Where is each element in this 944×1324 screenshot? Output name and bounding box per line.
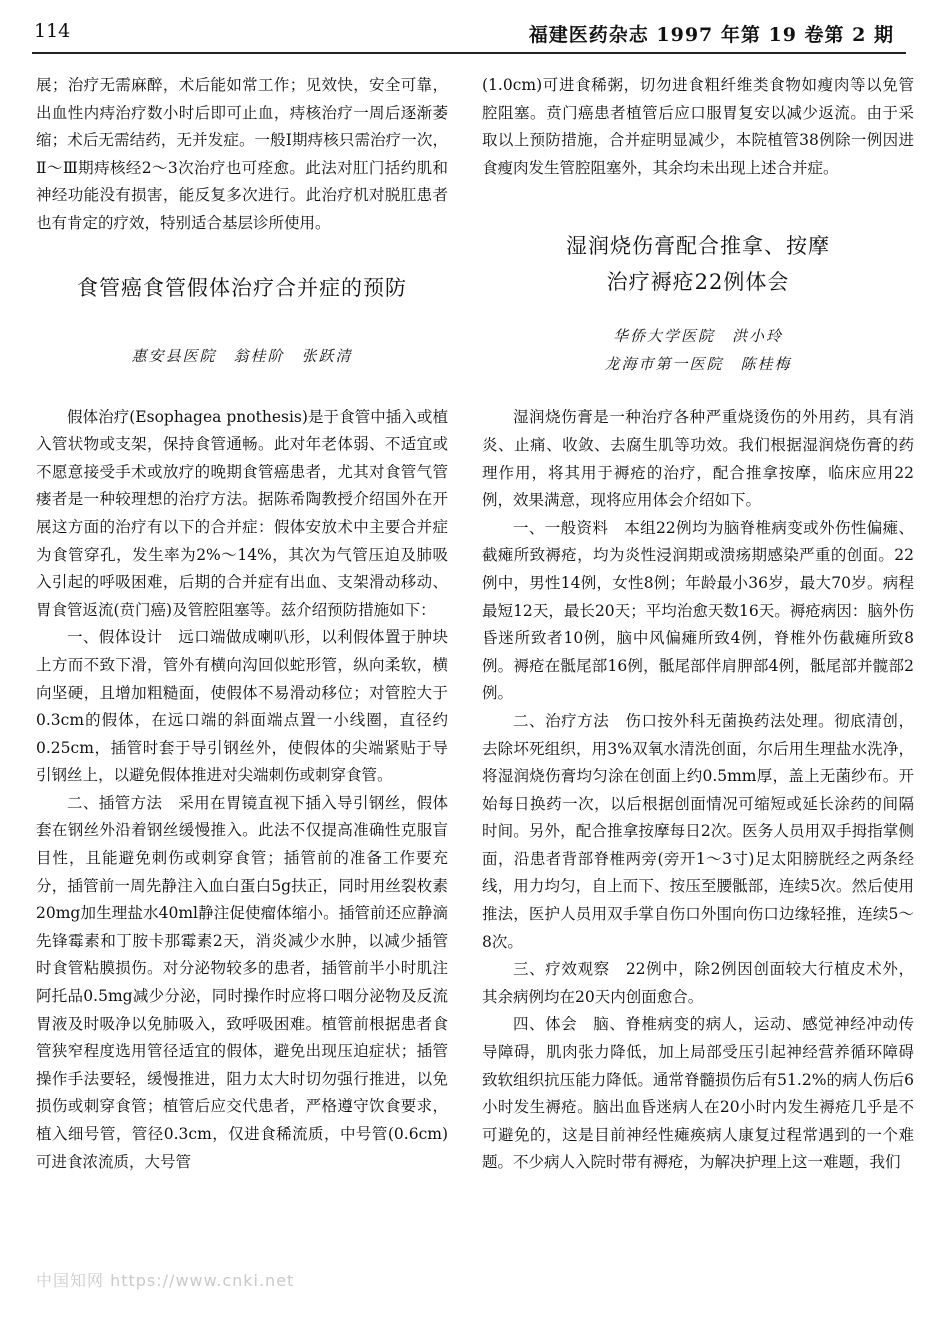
journal-info: 福建医药杂志 1997 年第 19 卷第 2 期 (528, 24, 894, 46)
body-paragraph: 假体治疗(Esophagea pnothesis)是于食管中插入或植入管状物或支架，保持食管通畅。此对年老体弱、不适宜或不愿意接受手术或放疗的晚期食管癌患者，尤其对食管气管瘘者是一种较理想的治疗方法。据陈希陶教授介绍国外在开展这方面的治疗有以下的合并症：假体安放术中主要合并症为食管穿孔，发生率为2%～14%，其次为气管压迫及肺吸入引起的呼吸困难，后期的合并症有出血、支架滑动移动、胃食管返流(贲门癌)及管腔阻塞等。兹介绍预防措施如下： (36, 407, 448, 619)
article-authors (482, 322, 914, 378)
article-title-line: 湿润烧伤膏配合推拿、按摩 (566, 234, 830, 259)
left-column (36, 72, 448, 1176)
page-header (0, 0, 944, 60)
page-number: 114 (34, 20, 71, 42)
right-column (482, 72, 914, 1177)
body-paragraph: 二、治疗方法 伤口按外科无菌换药法处理。彻底清创，去除坏死组织，用3%双氧水清洗创面，尔后用生理盐水洗净，将湿润烧伤膏均匀涂在创面上约0.5mm厚，盖上无菌纱布。开始每日换药一次，以后根据创面情况可缩短或延长涂药的间隔时间。另外，配合推拿按摩每日2次。医务人员用双手拇指掌侧面，沿患者背部脊椎两旁(旁开1～3寸)足太阳膀胱经之两条经线，用力均匀，自上而下、按压至腰骶部，连续5次。然后使用推法，医护人员用双手掌自伤口外围向伤口边缘轻推，连续5～8次。 (482, 711, 914, 951)
article-title-line: 治疗褥疮22例体会 (606, 270, 790, 295)
body-paragraph: 四、体会 脑、脊椎病变的病人，运动、感觉神经冲动传导障碍，肌肉张力降低，加上局部受压引起神经营养循环障碍致软组织抗压能力降低。通常脊髓损伤后有51.2%的病人伤后6小时发生褥疮。脑出血昏迷病人在20小时内发生褥疮几乎是不可避免的，这是目前神经性瘫痪病人康复过程常遇到的一个难题。不少病人入院时带有褥疮，为解决护理上这一难题，我们 (482, 1015, 914, 1172)
article-title: 食管癌食管假体治疗合并症的预防 (77, 275, 407, 300)
article-authors: 惠安县医院 翁桂阶 张跃清 (131, 346, 353, 365)
article-title (482, 228, 914, 300)
body-paragraph: 一、假体设计 远口端做成喇叭形，以利假体置于肿块上方而不致下滑，管外有横向沟回似蛇形管，纵向柔软，横向坚硬，且增加粗糙面，使假体不易滑动移位；对管腔大于0.3cm的假体，在远口端的斜面端点置一小线圈，直径约0.25cm，插管时套于导引钢丝外，使假体的尖端紧贴于导引钢丝上，以避免假体推进对尖端刺伤或刺穿食管。 (36, 628, 448, 785)
continued-paragraph: 展；治疗无需麻醉，术后能如常工作；见效快，安全可靠，出血性内痔治疗数小时后即可止血，痔核治疗一周后逐渐萎缩；术后无需结药，无并发症。一般Ⅰ期痔核只需治疗一次，Ⅱ～Ⅲ期痔核经2～3次治疗也可痊愈。此法对肛门括约肌和神经功能没有损害，能反复多次进行。此治疗机对脱肛患者也有肯定的疗效，特别适合基层诊所使用。 (36, 76, 448, 232)
author-line: 龙海市第一医院 陈桂梅 (604, 355, 792, 374)
body-paragraph: 一、一般资料 本组22例均为脑脊椎病变或外伤性偏瘫、截瘫所致褥疮，均为炎性浸润期或溃疡期感染严重的创面。22例中，男性14例，女性8例；年龄最小36岁，最大70岁。病程最短12天，最长20天；平均治愈天数16天。褥疮病因：脑外伤昏迷所致者10例，脑中风偏瘫所致4例，脊椎外伤截瘫所致8例。褥疮在骶尾部16例，骶尾部伴肩胛部4例，骶尾部并髋部2例。 (482, 518, 914, 703)
header-rule (32, 52, 906, 54)
author-line: 华侨大学医院 洪小玲 (612, 327, 783, 346)
body-paragraph: 二、插管方法 采用在胃镜直视下插入导引钢丝，假体套在钢丝外沿着钢丝缓慢推入。此法不仅提高准确性克服盲目性，且能避免刺伤或刺穿食管；插管前的准备工作要充分，插管前一周先静注入血白蛋白5g扶正，同时用丝裂枚素20mg加生理盐水40ml静注促使瘤体缩小。插管前还应静滴先锋霉素和丁胺卡那霉素2天，消炎减少水肿，以减少插管时食管粘膜损伤。对分泌物较多的患者，插管前半小时肌注阿托品0.5mg减少分泌，同时操作时应将口咽分泌物及反流胃液及时吸净以免肺吸入，致呼吸困难。植管前根据患者食管狭窄程度选用管径适宜的假体，避免出现压迫症状；插管操作手法要轻，缓慢推进，阻力太大时切勿强行推进，以免损伤或刺穿食管；植管后应交代患者，严格遵守饮食要求，植入细号管，管径0.3cm，仅进食稀流质，中号管(0.6cm)可进食浓流质，大号管 (36, 793, 448, 1171)
body-paragraph: 三、疗效观察 22例中，除2例因创面较大行植皮术外，其余病例均在20天内创面愈合。 (482, 960, 914, 1006)
body-paragraph: 湿润烧伤膏是一种治疗各种严重烧烫伤的外用药，具有消炎、止痛、收敛、去腐生肌等功效。我们根据湿润烧伤膏的药理作用，将其用于褥疮的治疗，配合推拿按摩，临床应用22例，效果满意，现将应用体会介绍如下。 (482, 408, 914, 510)
watermark: 中国知网 https://www.cnki.net (36, 1271, 295, 1290)
continued-paragraph: (1.0cm)可进食稀粥，切勿进食粗纤维类食物如瘦肉等以免管腔阻塞。贲门癌患者植管后应口服胃复安以减少返流。由于采取以上预防措施，合并症明显减少，本院植管38例除一例因进食瘦肉发生管腔阻塞外，其余均未出现上述合并症。 (482, 76, 914, 177)
